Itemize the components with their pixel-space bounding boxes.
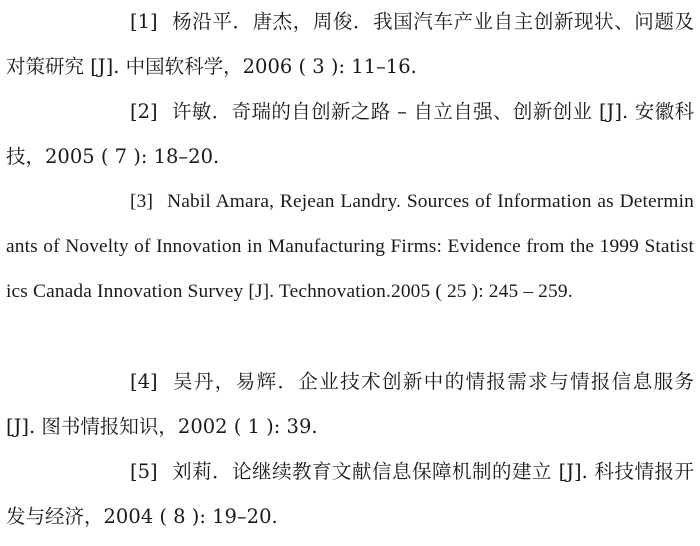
reference-item-1 [6,0,694,90]
reference-text: 杨沿平．唐杰，周俊．我国汽车产业自主创新现状、问题及对策研究 [J]. 中国软科学，2006 ( 3 ): 11–16. [6,10,694,78]
reference-text: 吴丹，易辉．企业技术创新中的情报需求与情报信息服务 [J]. 图书情报知识，2002 ( 1 ): 39. [6,370,694,438]
reference-number: [4] [130,370,158,393]
reference-number: [1] [130,10,158,33]
reference-number: [2] [130,100,158,123]
reference-item-3 [6,180,694,314]
reference-item-5 [6,450,694,540]
reference-text: 刘莉．论继续教育文献信息保障机制的建立 [J]. 科技情报开发与经济，2004 ( 8 ): 19–20. [6,460,694,528]
reference-number: [5] [130,460,158,483]
reference-number: [3] [130,191,154,212]
reference-text: Nabil Amara, Rejean Landry. Sources of Information as Determinants of Novelty of Innovation in Manufacturing Firms: Evidence from the 1999 Statistics Canada Innovation Survey [J]. Technovation.2005 ( 25 ): 245 – 259. [6,191,694,302]
reference-item-2 [6,90,694,180]
reference-text: 许敏．奇瑞的自创新之路 – 自立自强、创新创业 [J]. 安徽科技，2005 ( 7 ): 18–20. [6,100,694,168]
reference-item-4 [6,360,694,450]
